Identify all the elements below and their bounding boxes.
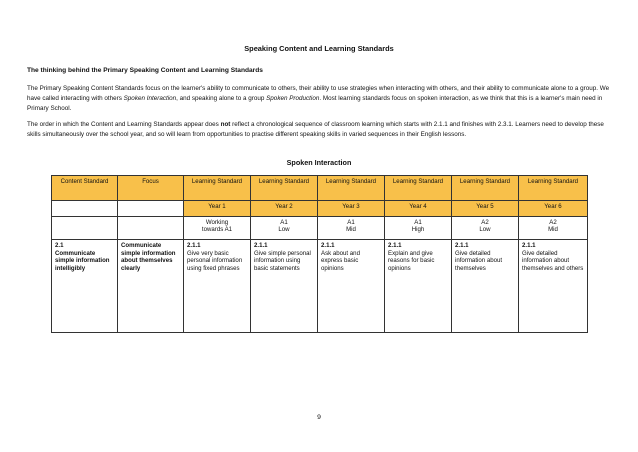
- header-learning-standard: Learning Standard: [385, 176, 452, 201]
- empty-cell: [52, 201, 118, 217]
- header-focus: Focus: [118, 176, 184, 201]
- level-cell: A1 Low: [251, 217, 318, 240]
- level-cell: A2 Mid: [519, 217, 588, 240]
- document-title: Speaking Content and Learning Standards: [244, 44, 394, 53]
- order-paragraph: The order in which the Content and Learning Standards appear does not reflect a chronological sequence of classroom learning which starts with 2.1.1 and finishes with 2.3.1. Learners need to develop these skills simultaneously over the school year, and so will learn from opportunities to practise different speaking skills in varied sequences in their English lessons.: [27, 121, 604, 139]
- level-row: [52, 217, 588, 240]
- year-cell: Year 6: [519, 201, 588, 217]
- header-learning-standard: Learning Standard: [452, 176, 519, 201]
- year-cell: Year 3: [318, 201, 385, 217]
- table-header-row: [52, 176, 588, 201]
- level-cell: A2 Low: [452, 217, 519, 240]
- table-row: [52, 240, 588, 333]
- content-standard-cell: 2.1 Communicate simple information intelligibly: [52, 240, 118, 333]
- header-learning-standard: Learning Standard: [251, 176, 318, 201]
- header-learning-standard: Learning Standard: [318, 176, 385, 201]
- intro-paragraph: The Primary Speaking Content Standards focus on the learner's ability to communicate to others, their ability to use strategies when interacting with others, and their ability to communicate alone to a group. We have called interacting with others Spoken Interaction, and speaking alone to a group Spoken Production. Most learning standards focus on spoken interaction, as we think that this is a learner's main need in Primary School.: [27, 85, 610, 113]
- year-cell: Year 2: [251, 201, 318, 217]
- empty-cell: [52, 217, 118, 240]
- header-learning-standard: Learning Standard: [519, 176, 588, 201]
- year-row: [52, 201, 588, 217]
- level-cell: A1 High: [385, 217, 452, 240]
- page-number: 9: [317, 414, 321, 421]
- spoken-interaction-heading: Spoken Interaction: [286, 158, 352, 167]
- year-cell: Year 4: [385, 201, 452, 217]
- level-cell: Working towards A1: [184, 217, 251, 240]
- standards-table: [51, 175, 588, 333]
- learning-standard-cell: 2.1.1 Explain and give reasons for basic opinions: [385, 240, 452, 333]
- focus-cell: Communicate simple information about themselves clearly: [118, 240, 184, 333]
- header-learning-standard: Learning Standard: [184, 176, 251, 201]
- year-cell: Year 5: [452, 201, 519, 217]
- learning-standard-cell: 2.1.1 Give simple personal information using basic statements: [251, 240, 318, 333]
- empty-cell: [118, 217, 184, 240]
- header-content-standard: Content Standard: [52, 176, 118, 201]
- learning-standard-cell: 2.1.1 Ask about and express basic opinions: [318, 240, 385, 333]
- empty-cell: [118, 201, 184, 217]
- learning-standard-cell: 2.1.1 Give detailed information about themselves and others: [519, 240, 588, 333]
- level-cell: A1 Mid: [318, 217, 385, 240]
- learning-standard-cell: 2.1.1 Give detailed information about themselves: [452, 240, 519, 333]
- year-cell: Year 1: [184, 201, 251, 217]
- learning-standard-cell: 2.1.1 Give very basic personal information using fixed phrases: [184, 240, 251, 333]
- section-subtitle: The thinking behind the Primary Speaking Content and Learning Standards: [27, 67, 263, 74]
